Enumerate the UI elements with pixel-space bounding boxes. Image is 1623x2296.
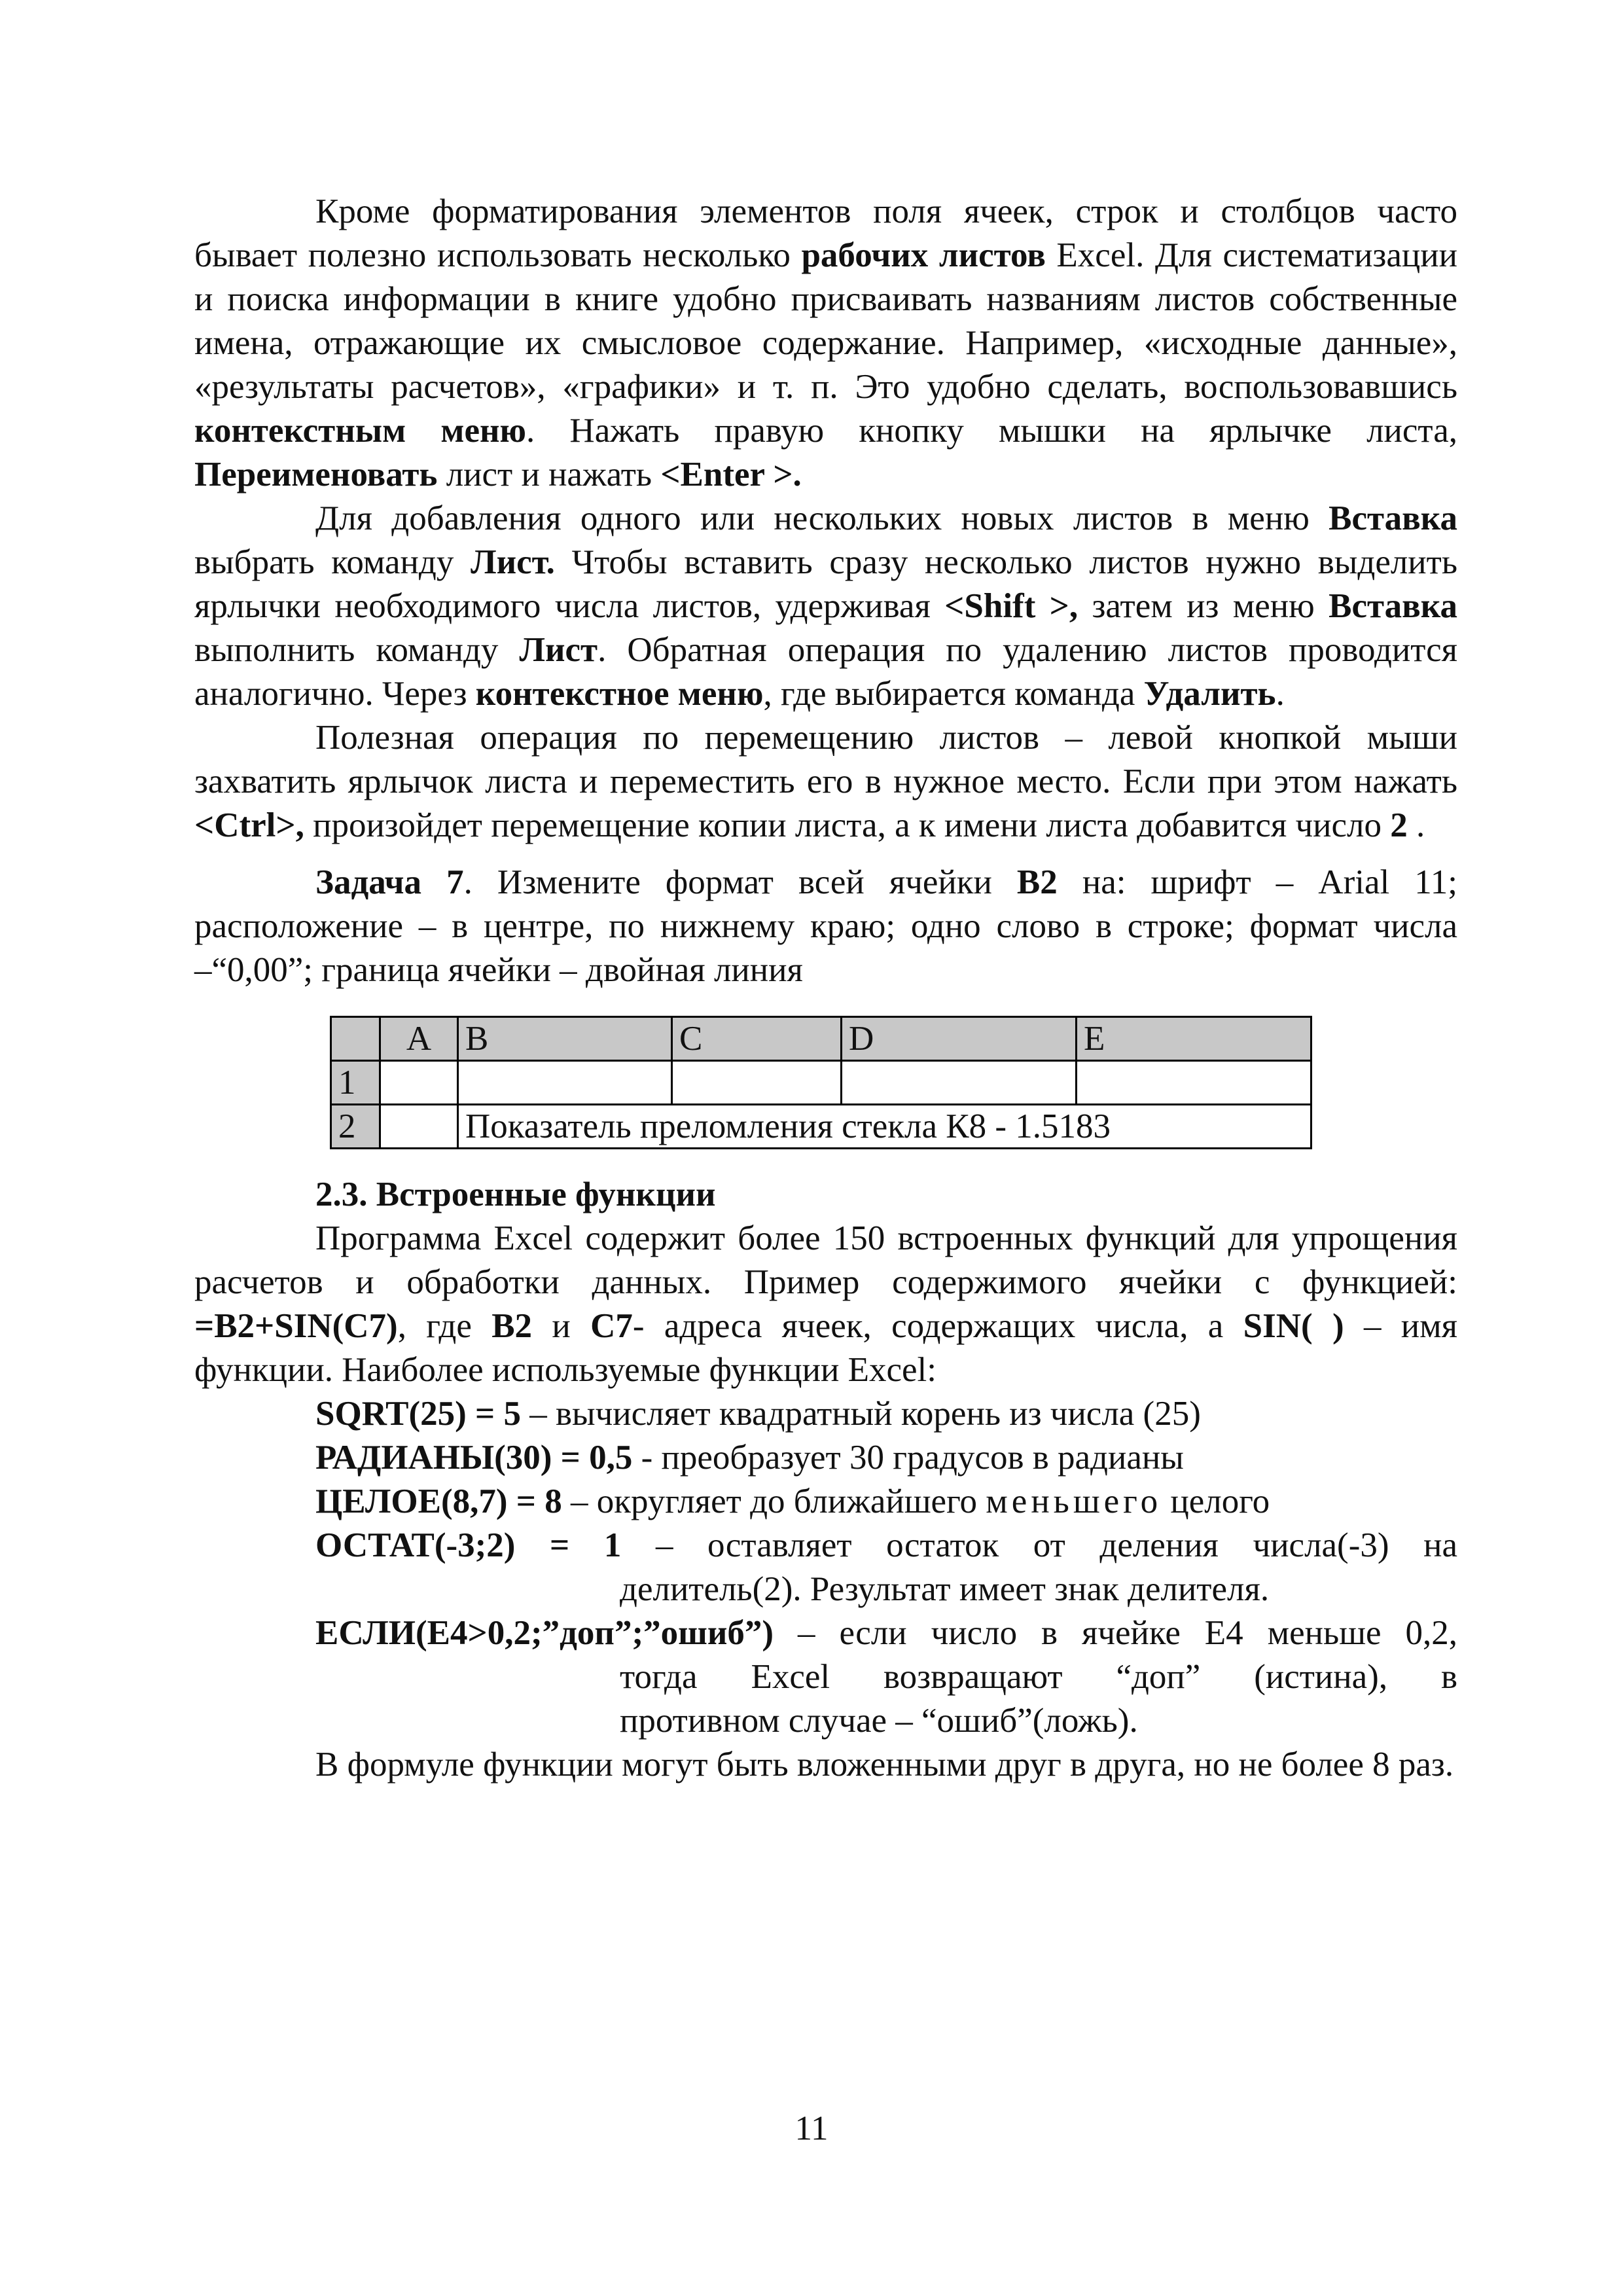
bold-term: контекстное меню [475,675,764,713]
text: Excel. Для систематизации и поиска информации в книге удобно присваивать названиям листов собственные имена, отражающие их смысловое содержание. Например, «исходные данные», «результаты расчетов», «графики» и т. п. Это удобно сделать, воспользовавшись [194,236,1457,406]
text: Полезная операция по перемещению листов – левой кнопкой мыши захватить ярлычок листа и переместить его в нужное место. Если при этом нажать [194,719,1457,800]
section-heading: 2.3. Встроенные функции [315,1175,716,1213]
table-row [331,1105,1311,1149]
bold-term: Вставка [1329,587,1458,625]
page-body [194,190,1457,1787]
function-radians [194,1436,1457,1480]
text: и [552,1307,571,1345]
paragraph-insert-sheets [194,497,1457,716]
spreadsheet-table [330,1016,1312,1149]
spaced-word: меньшего [986,1482,1162,1520]
bold-term: B2 [491,1307,533,1345]
text: - адреса ячеек, содержащих числа, а [632,1307,1224,1345]
paragraph-task-7 [194,861,1457,992]
bold-term: Вставка [1329,499,1458,537]
function-name: РАДИАНЫ(30) = 0,5 [315,1439,633,1477]
text: Кроме форматирования элементов поля ячеек, строк и столбцов часто бывает полезно использовать несколько [194,192,1457,274]
text: . [1275,675,1285,713]
function-desc: – округляет до ближайшего [570,1482,977,1520]
bold-term: <Shift >, [944,587,1079,625]
bold-term: 2 [1390,806,1408,844]
function-desc: - преобразует 30 градусов в радианы [641,1439,1184,1477]
function-desc: – оставляет остаток от деления числа(-3) на [655,1526,1457,1564]
function-mod [194,1524,1457,1568]
text: , где выбирается команда [763,675,1135,713]
table-row [331,1061,1311,1105]
function-if [194,1611,1457,1655]
column-header-c: C [672,1017,842,1061]
paragraph-nesting: В формуле функции могут быть вложенными друг в друга, но не более 8 раз. [315,1746,1454,1784]
cell-b1 [458,1061,672,1105]
text: . Измените формат всей ячейки [463,863,992,901]
function-desc: целого [1170,1482,1270,1520]
corner-cell [331,1017,380,1061]
bold-term: C7 [590,1307,633,1345]
column-header-a: A [380,1017,458,1061]
text: затем из меню [1092,587,1315,625]
function-desc: – если число в ячейке E4 меньше 0,2, [798,1614,1457,1652]
text: лист и нажать [446,456,652,493]
cell-c1 [672,1061,842,1105]
function-name: ЕСЛИ(E4>0,2;”доп”;”ошиб”) [315,1614,774,1652]
row-header-1: 1 [331,1061,380,1105]
text: Для добавления одного или нескольких новых листов в меню [315,499,1310,537]
text: на: шрифт – Arial 11; расположение – в центре, по нижнему краю; одно слово в строке; формат числа –“0,00”; граница ячейки – двойная линия [194,863,1458,989]
function-mod-cont: делитель(2). Результат имеет знак делителя. [620,1570,1270,1608]
cell-e1 [1077,1061,1311,1105]
bold-term: рабочих листов [801,236,1046,274]
page-number: 11 [794,2109,829,2147]
formula: =B2+SIN(C7) [194,1307,398,1345]
paragraph-worksheets [194,190,1457,497]
function-if-cont: противном случае – “ошиб”(ложь). [620,1702,1138,1740]
spreadsheet-table-wrap [330,1016,1457,1149]
bold-term: Лист. [471,543,555,581]
text: . Обратная операция по удалению листов проводится аналогично. Через [194,631,1457,713]
cell-a2 [380,1105,458,1149]
function-int [194,1480,1457,1524]
text: . Нажать правую кнопку мышки на ярлычке листа, [526,412,1458,450]
function-desc: – вычисляет квадратный корень из числа (25) [529,1395,1201,1433]
paragraph-builtin-functions [194,1217,1457,1392]
text: выполнить команду [194,631,499,669]
text: – имя функции. Наиболее используемые функции Excel: [194,1307,1458,1389]
function-name: ЦЕЛОЕ(8,7) = 8 [315,1482,562,1520]
text: Чтобы вставить сразу несколько листов нужно выделить ярлычки необходимого числа листов, удерживая [194,543,1457,625]
text: . [1416,806,1425,844]
function-name: ОСТАТ(-3;2) = 1 [315,1526,622,1564]
text: , где [397,1307,472,1345]
row-header-2: 2 [331,1105,380,1149]
bold-term: Переименовать [194,456,438,493]
function-sqrt [194,1392,1457,1436]
bold-term: B2 [1016,863,1058,901]
bold-term: контекстным меню [194,412,527,450]
text: произойдет перемещение копии листа, а к имени листа добавится число [313,806,1382,844]
task-label: Задача 7 [315,863,464,901]
column-header-d: D [842,1017,1077,1061]
cell-d1 [842,1061,1077,1105]
cell-a1 [380,1061,458,1105]
bold-term: SIN( ) [1243,1307,1344,1345]
function-if-cont: тогда Excel возвращают “доп” (истина), в [620,1658,1457,1696]
bold-term: <Ctrl>, [194,806,304,844]
bold-term: <Enter >. [660,456,802,493]
text: Программа Excel содержит более 150 встроенных функций для упрощения расчетов и обработки данных. Пример содержимого ячейки с функцией: [194,1219,1457,1301]
header-row [331,1017,1311,1061]
text: выбрать команду [194,543,454,581]
bold-term: Лист [519,631,598,669]
column-header-b: B [458,1017,672,1061]
bold-term: Удалить [1143,675,1276,713]
function-name: SQRT(25) = 5 [315,1395,521,1433]
column-header-e: E [1077,1017,1311,1061]
paragraph-move-sheets [194,716,1457,848]
cell-b2: Показатель преломления стекла К8 - 1.5183 [458,1105,1311,1149]
